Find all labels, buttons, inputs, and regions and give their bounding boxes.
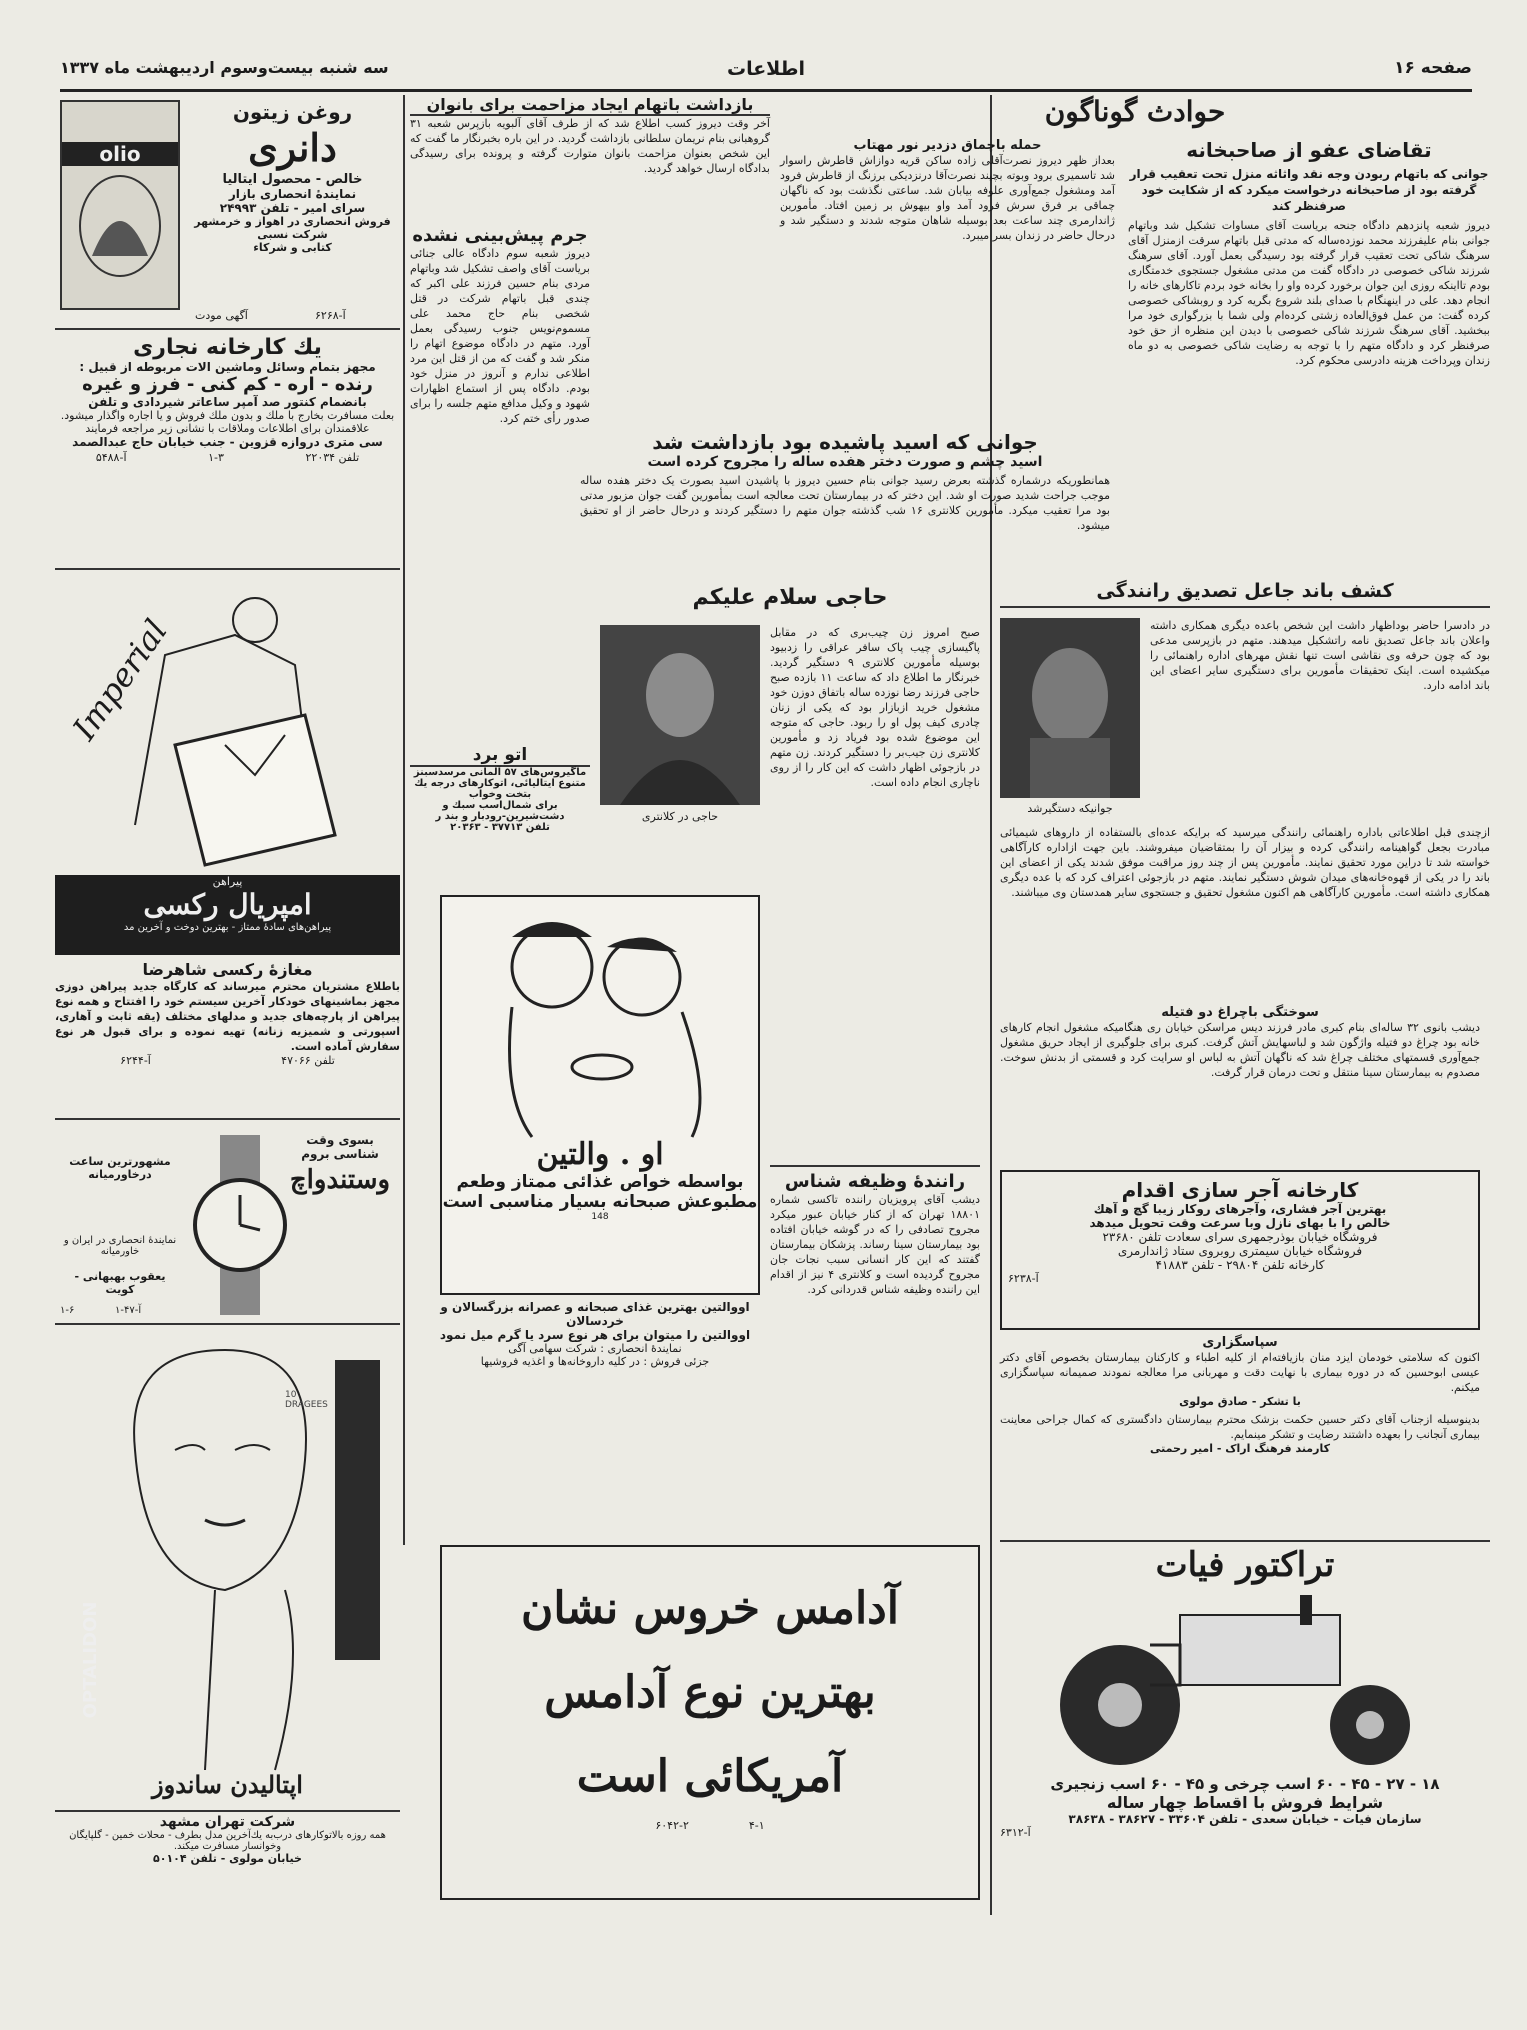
signature: با تشکر - صادق مولوی <box>1179 1395 1301 1408</box>
ad-line: بعلت مسافرت بخارج با ملك و بدون ملك فروش و یا اجاره واگذار میشود. علاقمندان برای اطلاعات وملاقات با نشانی زیر مراجعه فرمایند <box>60 409 395 435</box>
ad-brand: او . والتین <box>536 1137 664 1172</box>
ad-title: کارخانه آجر سازی اقدام <box>1121 1178 1359 1202</box>
haji-photo <box>600 625 760 805</box>
ad-title: روغن زیتون <box>232 100 353 124</box>
ad-line: مطبوعش صبحانه بسیار مناسبی است <box>442 1192 758 1212</box>
ad-line: نمایندهٔ انحصاری در ایران و خاورمیانه <box>63 1235 177 1257</box>
ad-code: آ-۶۲۶۸ <box>315 309 346 322</box>
ad-code: ۴-۱ <box>748 1819 765 1832</box>
ad-brand: دانری <box>248 125 337 170</box>
article-title: رانندهٔ وظیفه شناس <box>770 1165 980 1192</box>
article-burn <box>1000 1005 1480 1165</box>
ad-auto <box>410 745 590 845</box>
ad-title: یك كارخانه نجاری <box>133 335 322 360</box>
article-body: صبح امروز زن چیب‌بری که در مقابل پاگیسازی چیب پاک سافر عراقی را زدبیود بوسیله مأمورین کلانتری ۹ دستگیر گردید. خبرنگار ما اطلاع داد که ساعت ۱۱ بازده صبح حاجی فرزند رضا نوزده ساله باتفاق دوزن خود مشغول خرید ازبازار بود که یکی از زنان چادری کیف پول او را ربود. حاجی که متوجه این موضوع شده بود فریاد زد و مأمورین کلانتری زن جیب‌بر را دستگیر کردند. زن متهم در بازجوئی اظهار داشت که این کار را از روی ناچاری انجام داده است. <box>770 626 981 789</box>
signature: کارمند فرهنگ اراک - امیر رحمتی <box>1150 1442 1330 1455</box>
article-cert <box>1000 580 1490 1000</box>
ad-line: برای شمال‌اسب‌ سبك و دشت‌شیرین-رودبار و بند ر <box>435 800 565 822</box>
article-more: ازچندی قبل اطلاعاتی باداره راهنمائی رانندگی میرسید که برایکه عده‌ای بالستفاده از داروهای شیمیائی مبادرت بجعل گواهینامه رانندگی کرده و بیزار آن را بمتقاضیان میفروشند. باین جهت ازاداره کارآگاهی خواسته شد تا دراین مورد تحقیق نمایند. مأمورین پس از چند روز مراقبت موفق شدند یکی از اعضای این باند را در یکی از قهوه‌خانه‌های میدان شوش دستگیر نمایند. متهم در بازجوئی اعتراف کرد که با عده دیگری همکاری داشته است. مأمورین کارآگاهی هم اکنون مشغول تحقیق و جستجوی سایر همدستان وی میباشند. <box>1000 826 1490 899</box>
article-subtitle: اسید چشم و صورت دختر هفده ساله را مجروح کرده است <box>647 454 1043 470</box>
article-body: بعداز ظهر دیروز نصرت‌آقلی زاده ساکن قریه دوازاش قاطرش راسوار شد تاسمیری برود وبوته بچیند نصرت‌آقا درنزدیکی برزنگ از قاطرش فرود آمد ومشغول جمع‌آوری علوفه بیابان شد. ساعتی نگذشت بود که ناگهان چماقی بر فرق سرش فرود آمد واو بیهوش بر زمین افتاد. مأمورین ژاندارمری چند ساعت بعد بوسیله شاهان متوجه شدند و دستگیر شد و درحال حاضر در زندان بسر میبرد. <box>780 154 1115 242</box>
photo-caption: حاجی در کلانتری <box>641 810 719 823</box>
ad-line: نمایندهٔ انحصاری : شرکت سهامی آگی <box>508 1342 682 1355</box>
paper-name: اطلاعات <box>726 58 806 80</box>
ad-code: آ-۴۷-۱ <box>115 1305 142 1316</box>
ad-company <box>55 1810 400 1865</box>
ad-code: ۱-۶ <box>60 1305 75 1316</box>
ad-line: بسوی وقت شناسی بروم <box>301 1133 379 1161</box>
ad-line: ۱۸ - ۲۷ - ۴۵ - ۶۰ اسب چرخی و ۴۵ - ۶۰ اسب زنجیری <box>1050 1775 1440 1793</box>
article-title: بازداشت باتهام ایجاد مزاحمت برای بانوان <box>410 95 770 116</box>
column-rule <box>403 95 405 1545</box>
suspect-photo <box>1000 618 1140 798</box>
article-hooligan <box>780 138 1115 438</box>
article-driver <box>770 1165 980 1495</box>
ad-line: همه روزه بالاتوکارهای درب‌به یك‌آخرین مدل بطرف - محلات خمین - گلپایگان وخوانسار مسافرت میکند. <box>69 1830 386 1852</box>
imperial-banner <box>55 875 400 955</box>
ad-phone: تلفن ۲۲۰۳۴ <box>305 451 360 464</box>
tube-label: OPTALIDON <box>80 1601 101 1719</box>
ad-line: اووالتین بهترین غذای صبحانه و عصرانه بزرگسالان و خردسالان <box>440 1300 750 1328</box>
ad-code: آ-۶۳۱۲ <box>1000 1826 1031 1839</box>
issue-date: سه شنبه بیست‌وسوم اردیبهشت ماه ۱۳۳۷ <box>60 58 389 77</box>
article-title: کشف باند جاعل تصدیق رانندگی <box>1000 580 1490 608</box>
ad-line: سرای امیر - تلفن ۲۴۹۹۳ <box>219 201 366 215</box>
ad-agency: آگهی مودت <box>195 309 248 322</box>
ad-title: شرکت تهران مشهد <box>159 1814 296 1830</box>
article-body-2: بدینوسیله ازجناب آقای دکتر حسین حکمت بزشک محترم بیمارستان دادگستری که کمال جراحی معاینت بیماری آنجانب را بعهده داشتند رضایت و تشکر مینمایم. <box>1000 1413 1480 1441</box>
ad-optalidon <box>55 1330 400 1900</box>
ad-line: مجهز بتمام وسائل وماشین الات مربوطه از قبیل : <box>79 360 376 374</box>
ad-line: خالص - محصول ایتالیا <box>222 172 363 187</box>
ad-line: ماگیروس‌های ۵۷ آلمانی مرسدسبنز <box>413 767 587 778</box>
ad-line: پیراهن <box>212 875 243 888</box>
ad-code: آ-۵۴۸۸ <box>95 451 127 464</box>
article-unforeseen <box>410 225 590 735</box>
article-body: همانطوریکه درشماره گذشته بعرض رسید جوانی بنام حسین دیروز با پاشیدن اسید بصورت یک دختر هفده ساله موجب جراحت شدید صورت او شد. این دختر که در بیمارستان تحت معالجه است بمأمورین گفت جوان مزبور مدتی بود مرا تعقیب میکرد. مأمورین کلانتری ۱۶ شب گذشته جوان متهم را دستگیر کردند و درحال حاضر از او تحقیق میشود. <box>580 474 1110 532</box>
olive-can <box>60 100 180 310</box>
ad-olive <box>55 95 400 330</box>
ad-line: اووالتین را میتوان برای هر نوع سرد یا گرم میل نمود <box>439 1328 751 1342</box>
tube-sub: 10 DRAGEES <box>285 1390 328 1410</box>
ad-line: کتابی و شرکاء <box>253 241 332 254</box>
ad-line: مشهورترین ساعت درخاورمیانه <box>69 1155 171 1181</box>
ad-line: کارخانه تلفن ۲۹۸۰۴ - تلفن ۴۱۸۸۳ <box>1155 1258 1325 1272</box>
ad-line: بانضمام کنتور صد آمپر ساعاتر شیردادی و تلفن <box>88 395 367 409</box>
article-title: جرم پیش‌بینی نشده <box>412 225 588 246</box>
article-body: دیشب بانوی ۳۲ ساله‌ای بنام کبری مادر فرزند دیس مراسکن خیابان ری هنگامیکه مشغول انجام کارهای خانه بود چراغ دو فتیله واژگون شد و لباسهایش آتش گرفت. کبری برای جلوگیری از ایجاد حریق مشغول جمع‌آوری قسمتهای مختلف چراغ شد که ناگهان آتش به لباس او سرایت کرد و قسمتی از بدنش سوخت. مصدوم به بیمارستان سینا منتقل و تحت درمان قرار گرفت. <box>1000 1021 1480 1079</box>
ad-line: آدامس خروس نشان <box>521 1583 899 1634</box>
ad-line: بهترین آجر فشاری، وآجرهای روکار زیبا گچ و آهك <box>1093 1202 1387 1216</box>
article-body: آخر وقت دیروز کسب اطلاع شد که از طرف آقای آلبویه بازپرس شعبه ۳۱ گروهبانی بنام نریمان سلطانی بازداشت گردید. در این باره بخبرنگار ما گفت که این شخص بعنوان مزاحمت بانوان متوارت گرفته و پرونده برای رسیدگی بدادگاه ارسال خواهد گردید. <box>410 117 770 175</box>
imperial-script: Imperial <box>65 612 175 747</box>
ad-line: پیراهن‌های سادهٔ ممتاز - بهترین دوخت و آخرین مد <box>123 922 332 933</box>
ad-title: تراکتور فیات <box>1155 1545 1335 1585</box>
article-body: دیروز شعبه سوم دادگاه عالی جنائی بریاست آقای واصف تشکیل شد وباتهام مردی بنام حسین فرزند علی اکبر که چندی قبل باتهام شرکت در قتل شخصی بنام حاج محمد علی مسموم‌نویس جنوب رسیدگی بعمل آورد. متهم در دادگاه موضوع اتهام را منکر شد و گفت که من از قتل این مرد اطلاعی ندارم و آنروز در منزل خود بودم. دادگاه پس از استماع اظهارات شهود و وکیل مدافع متهم جلسه را برای صدور رأی ختم کرد. <box>410 247 590 425</box>
ad-gum <box>440 1545 980 1900</box>
ad-title: اتو برد <box>410 745 590 767</box>
ad-brick <box>1000 1170 1480 1330</box>
ad-line: فروش انحصاری در اهواز و خرمشهر شرکت نسبی <box>194 215 391 241</box>
ad-ovaltine <box>440 895 760 1295</box>
article-body: در دادسرا حاضر بوداظهار داشت این شخص باعده دیگری همکاری داشته واعلان باند جاعل تصدیق نامه راتشکیل میدهند. متهم در بازپرسی مدعی بود که چون حرفه وی نقاشی است تنها نقش مهرهای اداره راهنمائی را میکشیده است. اینک تحقیقات مأمورین برای دستگیری سایر اعضای این باند ادامه دارد. <box>1150 619 1490 692</box>
ad-line: سی متری دروازه قزوین - جنب خیابان حاج عبدالصمد <box>72 435 383 449</box>
ad-line: بهترین نوع آدامس <box>544 1667 876 1718</box>
ad-line: نمایندهٔ انحصاری بازار <box>228 187 357 201</box>
ad-code: ۶۰۴۲-۲ <box>655 1819 689 1832</box>
ad-number: 148 <box>591 1212 609 1222</box>
section-title: حوادث گوناگون <box>1044 95 1226 128</box>
article-title: جوانی که اسید پاشیده بود بازداشت شد <box>652 430 1038 454</box>
ad-ovaltine-text <box>430 1300 760 1380</box>
watch-illustration <box>185 1135 295 1315</box>
ad-line: جزئی فروش : در کلیه داروخانه‌ها و اغذیه فروشیها <box>480 1355 710 1368</box>
ad-line: فروشگاه خیابان سیمتری روبروی ستاد ژاندارمری <box>1117 1244 1363 1258</box>
ad-phone: تلفن ۴۷۰۶۶ <box>281 1054 335 1067</box>
ad-title: مغازهٔ رکسی شاهرضا <box>142 960 313 979</box>
ad-imperial <box>55 575 400 955</box>
article-haji-title <box>600 585 980 615</box>
page-number: صفحه ۱۶ <box>1394 58 1472 78</box>
article-body: اکنون که سلامتی خودمان ایزد منان بازیافته‌ام از کلیه اطباء و کارکنان بیمارستان بخصوص آقای دکتر عیسی ابوحسین که در دوره بیماری با نهایت دقت و مهربانی مرا معالجه نمودند صمیمانه سپاسگزاری میکنم. <box>1000 1351 1480 1394</box>
ad-code: ۱-۳ <box>208 451 224 464</box>
article-arrest <box>410 95 770 240</box>
ad-line: متنوع ایتالیائی، اتوکارهای درجه یك بتخت وخواب <box>414 778 586 800</box>
ad-code: آ-۶۲۴۴ <box>120 1054 151 1067</box>
article-title: تقاضای عفو از صاحبخانه <box>1186 138 1432 162</box>
ad-line: فروشگاه خیابان بوذرجمهری سرای سعادت تلفن ۲۳۶۸۰ <box>1102 1230 1378 1244</box>
article-title: حمله باچماق دزدیر نور مهتاب <box>853 138 1042 153</box>
ad-brand: امپریال رکسی <box>143 888 312 921</box>
ad-line: خالص را با بهای نازل وبا سرعت وقت تحویل میدهد <box>1089 1216 1391 1230</box>
article-lede: جوانی که باتهام ربودن وجه نقد واثاثه منزل تحت تعقیب قرار گرفته بود از صاحبخانه درخواست میکرد که از شکایت خود صرفنظر کند <box>1129 167 1489 213</box>
can-label: olio <box>62 142 178 166</box>
ad-line: آمریکائی است <box>576 1751 844 1802</box>
ovaltine-illustration <box>442 897 758 1137</box>
article-title: حاجی سلام علیکم <box>692 585 888 610</box>
divider <box>995 1420 1485 1425</box>
ad-code: آ-۶۲۳۸ <box>1008 1272 1039 1285</box>
ad-roxy <box>55 960 400 1120</box>
tractor-illustration <box>1000 1585 1490 1775</box>
ad-line: باطلاع مشتریان محترم میرساند که کارگاه جدید پیراهن دوزی مجهز بماشینهای خودکار آخرین سیستم خود را افتتاح و همه نوع پیراهن از پارچه‌های جدید و مدلهای مختلف (یقه ثابت و آهاری، اسپورتی و شمیزیه زنانه) تهیه نموده و برای قبول هر نوع سفارش آماده است. <box>55 980 400 1053</box>
article-acid <box>580 430 1110 580</box>
ad-watch <box>55 1125 400 1325</box>
section-banner <box>780 95 1490 135</box>
ad-line: شرایط فروش با اقساط چهار ساله <box>1106 1793 1384 1812</box>
ad-line: یعقوب بهبهانی - کویت <box>74 1270 166 1296</box>
ad-line: خیابان مولوی - تلفن ۵۰۱۰۴ <box>153 1852 302 1865</box>
article-title: سپاسگزاری <box>1202 1335 1278 1350</box>
ad-line: تلفن ۳۷۷۱۳ - ۲۰۳۶۳ <box>450 822 550 833</box>
article-body: دیروز شعبه پانزدهم دادگاه جنحه بریاست آقای مساوات تشکیل شد وباتهام جوانی بنام علیفرزند محمد نوزده‌ساله که مدتی قبل باتهام سرقت ازمنزل آقای سرهنگ شاکی تحت تعقیب قرار گرفته بود رسیدگی بعمل آورد. آقای سرهنگ شرزند شاکی خصوصی در دادگاه گفت من مدتی مشغول جستجوی خدمتگاری بودم تااینکه روزی این جوان برخورد کرده واو را بخانه خود بردم تاکارهای خانه را انجام دهد. علی در اینهنگام با صدای بلند شروع بگریه کرد و روبشاکی خصوصی کرده گفت: من عمل فوق‌العاده زشتی کرده‌ام ولی شما با بزرگواری خود مرا ببخشید. آقای سرهنگ شرزند شاکی خصوصی با دیدن این منظره از حق خود صرفنظر کرد و دادگاه متهم را با توجه به رضایت شاکی خصوصی به دو ماه زندان وپرداخت هزینه دادرسی محکوم کرد. <box>1128 219 1490 367</box>
ad-line: بواسطه خواص غذائی ممتاز وطعم <box>456 1172 744 1192</box>
article-title: سوختگی باچراغ دو فتیله <box>1161 1005 1319 1020</box>
page-header <box>60 52 1472 92</box>
ad-brand: اپتالیدن ساندوز <box>152 1770 303 1799</box>
photo-caption: جوانیکه دستگیرشد <box>1027 802 1113 815</box>
article-body: دیشب آقای پرویزیان راننده تاکسی شماره ۱۸۸۰۱ تهران که از کنار خیابان عبور میکرد مجروح تصادفی را که در گوشه خیابان افتاده بود بیمارستان سینا رساند. پزشکان بیمارستان گفتند که این کار انسانی سبب نجات جان مجروح گردیده است و کلانتری ۴ نیز از اقدام این راننده وظیفه شناس قدردانی کرد. <box>770 1193 980 1296</box>
ad-tractor <box>1000 1545 1490 1900</box>
article-thanks <box>1000 1335 1480 1535</box>
ad-line: رنده - اره - کم کنی - فرز و غیره <box>82 374 373 395</box>
ad-brand: وستندواچ <box>289 1165 391 1195</box>
ad-line: سازمان فیات - خیابان سعدی - تلفن ۳۳۶۰۴ - ۳۸۶۲۷ - ۳۸۶۳۸ <box>1068 1812 1422 1826</box>
ad-carpentry <box>55 335 400 570</box>
